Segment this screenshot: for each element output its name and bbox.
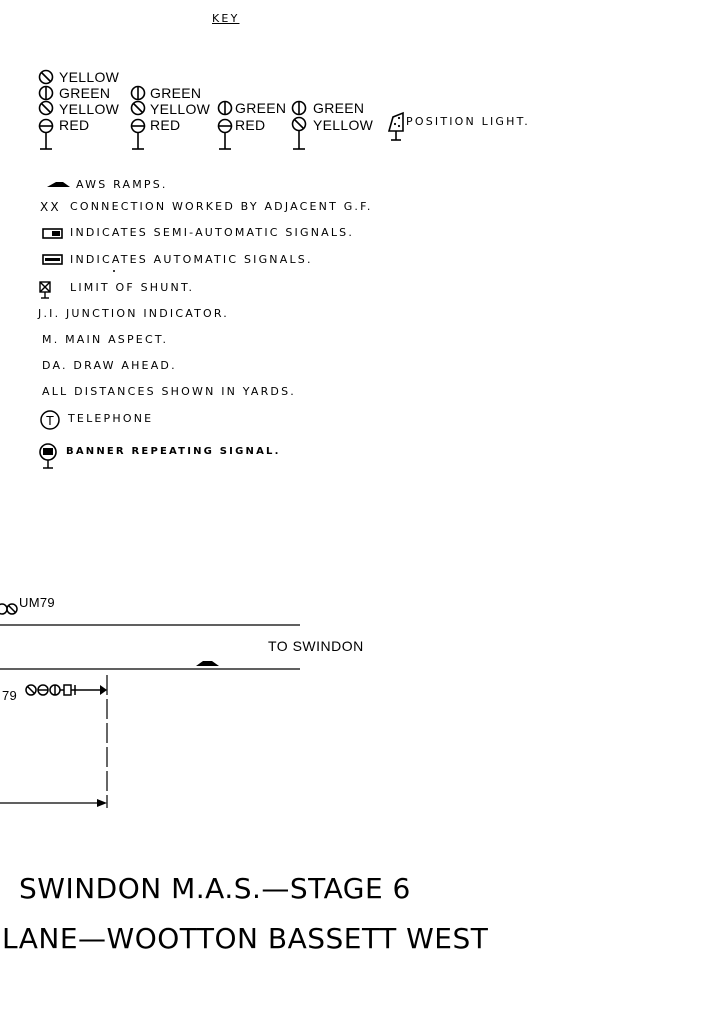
title-line-1: SWINDON M.A.S.—STAGE 6 bbox=[19, 872, 411, 905]
key-item-main-aspect: M. MAIN ASPECT. bbox=[42, 333, 169, 346]
position-light-icon bbox=[389, 113, 403, 140]
signal-group-2-icon bbox=[132, 87, 145, 150]
title-line-2: LANE—WOOTTON BASSETT WEST bbox=[2, 922, 489, 955]
signal-group-2-labels: GREEN YELLOW RED bbox=[150, 85, 211, 133]
upper-signal-label: UM79 bbox=[19, 595, 55, 610]
banner-repeating-signal-icon bbox=[40, 444, 56, 468]
lower-signal-icon bbox=[26, 685, 104, 695]
key-item-semi-automatic: INDICATES SEMI-AUTOMATIC SIGNALS. bbox=[70, 226, 355, 239]
key-item-distances: ALL DISTANCES SHOWN IN YARDS. bbox=[42, 385, 296, 398]
aws-ramp-icon bbox=[47, 182, 70, 187]
key-item-junction-indicator: J.I. JUNCTION INDICATOR. bbox=[38, 307, 229, 320]
key-item-banner-repeating: BANNER REPEATING SIGNAL. bbox=[66, 446, 281, 457]
semi-automatic-signal-icon bbox=[43, 229, 62, 238]
key-item-draw-ahead: DA. DRAW AHEAD. bbox=[42, 359, 177, 372]
key-item-limit-of-shunt: LIMIT OF SHUNT. bbox=[70, 281, 195, 294]
telephone-letter: T bbox=[46, 413, 54, 428]
signal-group-1-icon bbox=[40, 71, 53, 150]
signal-group-4-labels: GREEN YELLOW bbox=[313, 100, 374, 133]
key-item-automatic: INDICATES AUTOMATIC SIGNALS. bbox=[70, 253, 313, 266]
key-item-xx-prefix: XX bbox=[40, 200, 61, 214]
key-item-aws-ramps: AWS RAMPS. bbox=[76, 178, 168, 191]
key-item-connection: CONNECTION WORKED BY ADJACENT G.F. bbox=[70, 200, 373, 213]
position-light-label: POSITION LIGHT. bbox=[406, 115, 530, 128]
signal-group-1-labels: YELLOW GREEN YELLOW RED bbox=[59, 69, 120, 133]
signal-group-4-icon bbox=[293, 102, 306, 150]
aws-ramp-track-icon bbox=[196, 661, 219, 666]
signal-group-3-icon bbox=[219, 102, 232, 150]
key-item-telephone: TELEPHONE bbox=[68, 412, 154, 425]
signal-group-3-labels: GREEN RED bbox=[235, 100, 287, 133]
limit-of-shunt-icon bbox=[40, 282, 50, 298]
direction-label: TO SWINDON bbox=[268, 638, 364, 654]
automatic-signal-icon bbox=[43, 255, 62, 264]
key-heading: KEY bbox=[212, 12, 240, 25]
lower-signal-label: 79 bbox=[2, 688, 18, 703]
upper-signal-icon bbox=[0, 604, 17, 614]
